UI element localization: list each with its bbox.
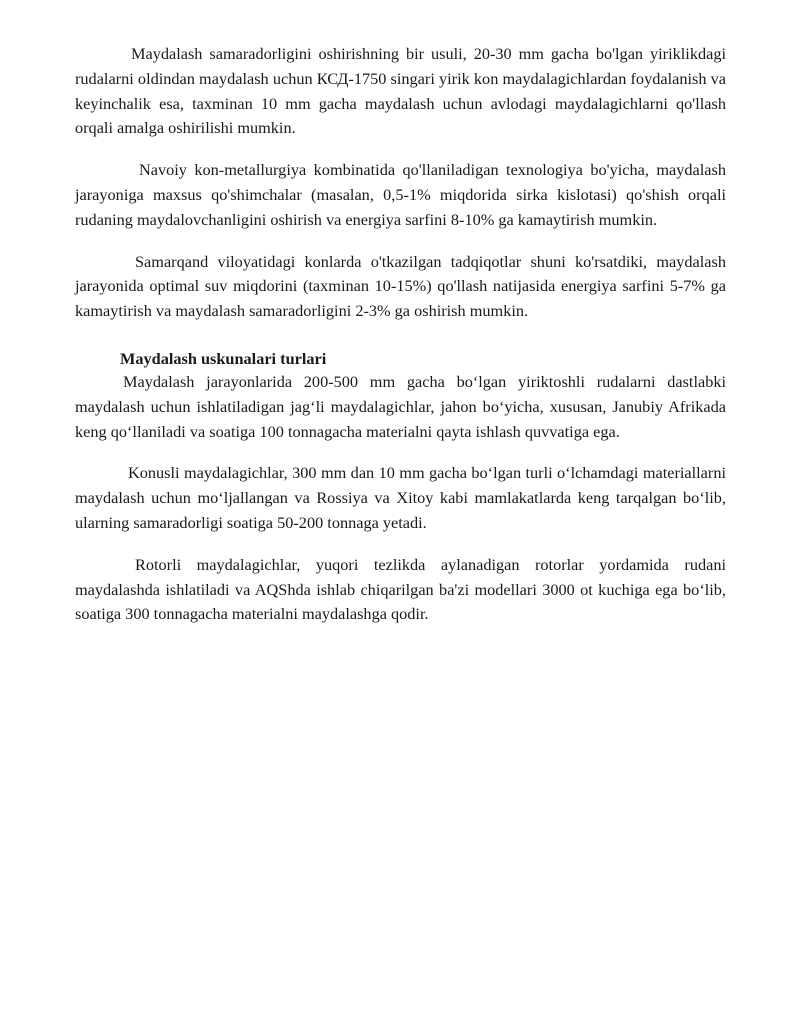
document-page bbox=[75, 42, 726, 627]
section-heading: Maydalash uskunalari turlari bbox=[120, 348, 327, 368]
paragraph-rotor-crushers: Rotorli maydalagichlar, yuqori tezlikda aylanadigan rotorlar yordamida rudani maydalashda ishlatiladi va AQShda ishlab chiqarilgan ba'zi modellari 3000 ot kuchiga ega bo‘lib, soatiga 300 tonnagacha materialni maydalashga qodir. bbox=[75, 554, 726, 624]
paragraph-navoiy-technology: Navoiy kon-metallurgiya kombinatida qo'llaniladigan texnologiya bo'yicha, maydalash jarayoniga maxsus qo'shimchalar (masalan, 0,5-1% miqdorida sirka kislotasi) qo'shish orqali rudaning maydalovchanligini oshirish va energiya sarfini 8-10% ga kamaytirish mumkin. bbox=[75, 160, 726, 229]
paragraph-jaw-crushers: Maydalash jarayonlarida 200-500 mm gacha bo‘lgan yiriktoshli rudalarni dastlabki maydalash uchun ishlatiladigan jag‘li maydalagichlar, jahon bo‘yicha, xususan, Janubiy Afrikada keng qo‘llaniladi va soatiga 100 tonnagacha materialni qayta ishlash quvvatiga ega. bbox=[75, 371, 726, 441]
paragraph-cone-crushers: Konusli maydalagichlar, 300 mm dan 10 mm gacha bo‘lgan turli o‘lchamdagi materiallarni maydalash uchun mo‘ljallangan va Rossiya va Xitoy kabi mamlakatlarda keng tarqalgan bo‘lib, ularning samaradorligi soatiga 50-200 tonnaga yetadi. bbox=[75, 463, 726, 532]
paragraph-crushing-efficiency: Maydalash samaradorligini oshirishning bir usuli, 20-30 mm gacha bo'lgan yiriklikdagi rudalarni oldindan maydalash uchun КСД-1750 singari yirik kon maydalagichlardan foydalanish va keyinchalik esa, taxminan 10 mm gacha maydalash uchun avlodagi maydalagichlarni qo'llash orqali amalga oshirilishi mumkin. bbox=[75, 44, 726, 138]
paragraph-samarqand-research: Samarqand viloyatidagi konlarda o'tkazilgan tadqiqotlar shuni ko'rsatdiki, maydalash jarayonida optimal suv miqdorini (taxminan 10-15%) qo'llash natijasida energiya sarfini 5-7% ga kamaytirish va maydalash samaradorligini 2-3% ga oshirish mumkin. bbox=[75, 251, 726, 321]
